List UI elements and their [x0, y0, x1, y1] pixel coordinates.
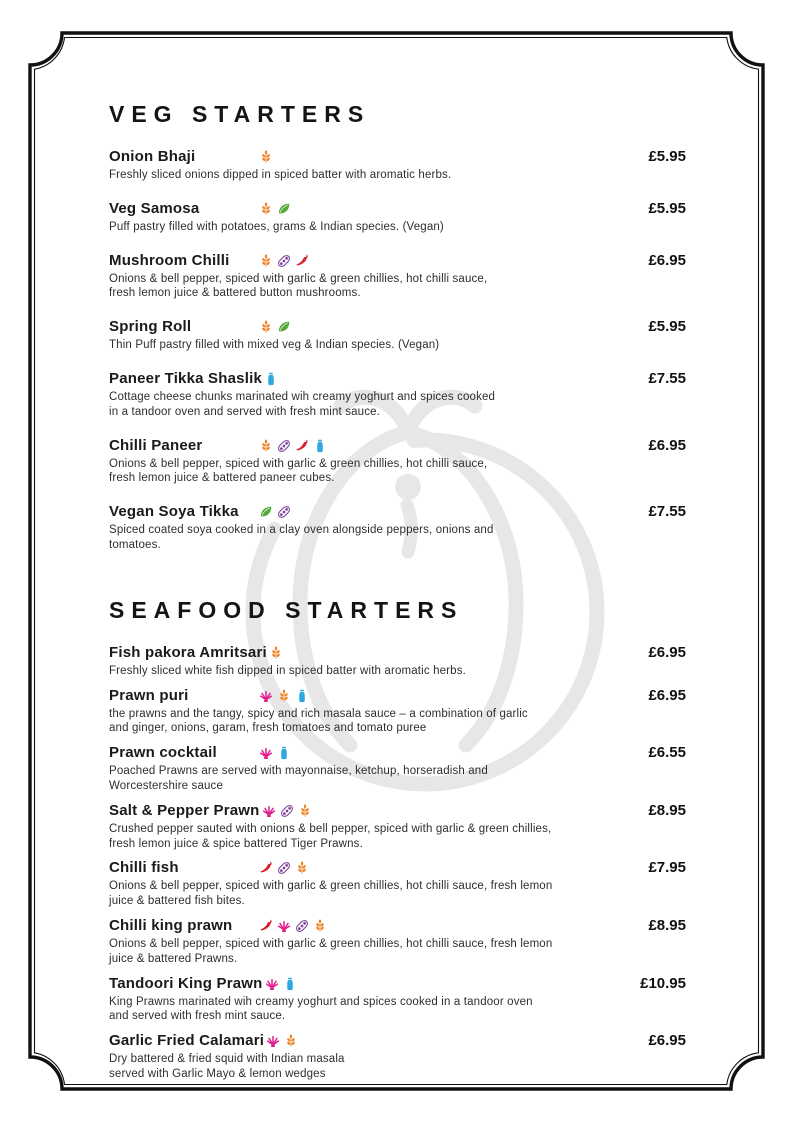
milk-icon — [264, 372, 278, 386]
section-items — [109, 643, 686, 1082]
allergen-icons — [259, 505, 291, 519]
menu-item-row — [109, 317, 686, 337]
menu-item-row — [109, 369, 686, 389]
allergen-icons — [264, 372, 278, 386]
item-price: £7.55 — [648, 369, 686, 387]
item-description: Freshly sliced white fish dipped in spiced batter with aromatic herbs. — [109, 664, 466, 677]
menu-item — [109, 369, 686, 420]
allergen-icons — [259, 150, 273, 164]
menu-item-row — [109, 743, 686, 763]
menu-item — [109, 743, 686, 794]
milk-icon — [295, 689, 309, 703]
soya-icon — [277, 861, 291, 875]
menu-item-row — [109, 643, 686, 663]
item-description: King Prawns marinated wih creamy yoghurt and spices cooked in a tandoor oven and served with fresh mint sauce. — [109, 995, 533, 1023]
allergen-icons — [259, 919, 327, 933]
crustacean-icon — [265, 977, 279, 991]
item-name: Chilli fish — [109, 859, 179, 877]
item-description: Poached Prawns are served with mayonnaise, ketchup, horseradish and Worcestershire sauce — [109, 765, 488, 792]
allergen-icons — [259, 439, 327, 453]
item-description: Dry battered & fried squid with Indian masala served with Garlic Mayo & lemon wedges — [109, 1053, 345, 1080]
item-description: Thin Puff pastry filled with mixed veg & Indian species. (Vegan) — [109, 339, 440, 352]
menu-item — [109, 502, 686, 553]
gluten-icon — [298, 804, 312, 818]
gluten-icon — [259, 202, 273, 216]
item-name: Vegan Soya Tikka — [109, 503, 239, 521]
allergen-icons — [259, 202, 291, 216]
item-description: Crushed pepper sauted with onions & bell pepper, spiced with garlic & green chillies, fresh lemon juice & spice battered Tiger Prawns. — [109, 822, 552, 850]
section-title: SEAFOOD STARTERS — [109, 596, 464, 623]
menu-item-row — [109, 147, 686, 167]
item-price: £5.95 — [648, 318, 686, 336]
item-price: £5.95 — [648, 148, 686, 165]
item-name: Prawn cocktail — [109, 744, 217, 762]
item-name: Chilli king prawn — [109, 916, 233, 934]
section-seafood-starters — [109, 597, 686, 1082]
milk-icon — [313, 439, 327, 453]
item-description: Freshly sliced onions dipped in spiced batter with aromatic herbs. — [109, 169, 452, 181]
item-description: Puff pastry filled with potatoes, grams & Indian species. (Vegan) — [109, 220, 444, 233]
section-veg-starters — [109, 101, 686, 553]
vegan-icon — [259, 505, 273, 519]
gluten-icon — [284, 1034, 298, 1048]
menu-item-row — [109, 916, 686, 936]
menu-item — [109, 801, 686, 852]
soya-icon — [277, 254, 291, 268]
menu-content — [109, 0, 686, 1089]
vegan-icon — [277, 320, 291, 334]
allergen-icons — [259, 861, 309, 875]
menu-item-row — [109, 801, 686, 821]
allergen-icons — [259, 746, 291, 760]
crustacean-icon — [262, 804, 276, 818]
soya-icon — [295, 919, 309, 933]
crustacean-icon — [259, 746, 273, 760]
item-price: £6.95 — [648, 686, 686, 704]
item-price: £8.95 — [648, 916, 686, 934]
gluten-icon — [259, 150, 273, 164]
item-name: Garlic Fried Calamari — [109, 1032, 265, 1050]
gluten-icon — [313, 919, 327, 933]
milk-icon — [283, 977, 297, 991]
vegan-icon — [277, 202, 291, 216]
item-price: £8.95 — [648, 801, 686, 819]
milk-icon — [277, 746, 291, 760]
item-price: £6.95 — [648, 251, 686, 269]
item-price: £6.95 — [648, 1032, 686, 1050]
menu-item-row — [109, 251, 686, 271]
gluten-icon — [269, 646, 283, 660]
item-name: Onion Bhaji — [109, 148, 196, 165]
item-name: Fish pakora Amritsari — [109, 643, 267, 661]
menu-item-row — [109, 974, 686, 994]
chilli-icon — [259, 919, 273, 933]
item-description: Onions & bell pepper, spiced with garlic & green chillies, hot chilli sauce, fresh lemon juice & battered fish bites. — [109, 880, 553, 908]
item-name: Paneer Tikka Shaslik — [109, 369, 262, 387]
allergen-icons — [265, 977, 297, 991]
soya-icon — [280, 804, 294, 818]
menu-item — [109, 436, 686, 487]
section-title: VEG STARTERS — [109, 101, 371, 127]
gluten-icon — [259, 439, 273, 453]
soya-icon — [277, 439, 291, 453]
item-description: Onions & bell pepper, spiced with garlic & green chillies, hot chilli sauce, fresh lemon juice & battered paneer cubes. — [109, 457, 488, 485]
menu-item-row — [109, 686, 686, 706]
menu-item — [109, 251, 686, 302]
item-name: Mushroom Chilli — [109, 251, 230, 269]
menu-item — [109, 643, 686, 679]
chilli-icon — [295, 254, 309, 268]
menu-item-row — [109, 199, 686, 219]
menu-item — [109, 317, 686, 353]
gluten-icon — [277, 689, 291, 703]
section-items — [109, 147, 686, 553]
allergen-icons — [266, 1034, 298, 1048]
item-description: Cottage cheese chunks marinated wih creamy yoghurt and spices cooked in a tandoor oven and served with fresh mint sauce. — [109, 390, 496, 418]
menu-item-row — [109, 858, 686, 878]
crustacean-icon — [259, 689, 273, 703]
gluten-icon — [259, 254, 273, 268]
allergen-icons — [259, 254, 309, 268]
item-price: £10.95 — [640, 974, 686, 992]
menu-item-row — [109, 436, 686, 456]
item-name: Veg Samosa — [109, 199, 200, 217]
item-price: £6.95 — [648, 436, 686, 454]
chilli-icon — [295, 439, 309, 453]
menu-item — [109, 147, 686, 183]
gluten-icon — [259, 320, 273, 334]
item-price: £7.95 — [648, 859, 686, 877]
item-name: Salt & Pepper Prawn — [109, 801, 260, 819]
menu-item — [109, 916, 686, 967]
crustacean-icon — [277, 919, 291, 933]
item-price: £6.95 — [648, 643, 686, 661]
item-description: the prawns and the tangy, spicy and rich masala sauce – a combination of garlic and ginger, onions, garam, fresh tomatoes and tomato puree — [109, 707, 528, 735]
item-price: £6.55 — [648, 744, 686, 762]
item-description: Onions & bell pepper, spiced with garlic & green chillies, hot chilli sauce, fresh lemon juice & battered Prawns. — [109, 937, 553, 965]
menu-item — [109, 974, 686, 1025]
item-name: Tandoori King Prawn — [109, 974, 263, 992]
menu-item — [109, 858, 686, 909]
item-price: £5.95 — [648, 199, 686, 217]
soya-icon — [277, 505, 291, 519]
item-description: Onions & bell pepper, spiced with garlic & green chillies, hot chilli sauce, fresh lemon juice & battered button mushrooms. — [109, 272, 488, 300]
item-description: Spiced coated soya cooked in a clay oven alongside peppers, onions and tomatoes. — [109, 524, 494, 551]
menu-item — [109, 686, 686, 737]
item-name: Spring Roll — [109, 318, 192, 336]
item-name: Prawn puri — [109, 686, 189, 704]
gluten-icon — [295, 861, 309, 875]
allergen-icons — [269, 646, 283, 660]
menu-item-row — [109, 1031, 686, 1051]
allergen-icons — [262, 804, 312, 818]
crustacean-icon — [266, 1034, 280, 1048]
chilli-icon — [259, 861, 273, 875]
allergen-icons — [259, 320, 291, 334]
menu-item — [109, 1031, 686, 1082]
item-name: Chilli Paneer — [109, 436, 203, 454]
menu-item-row — [109, 502, 686, 522]
menu-item — [109, 199, 686, 235]
allergen-icons — [259, 689, 309, 703]
item-price: £7.55 — [648, 503, 686, 521]
